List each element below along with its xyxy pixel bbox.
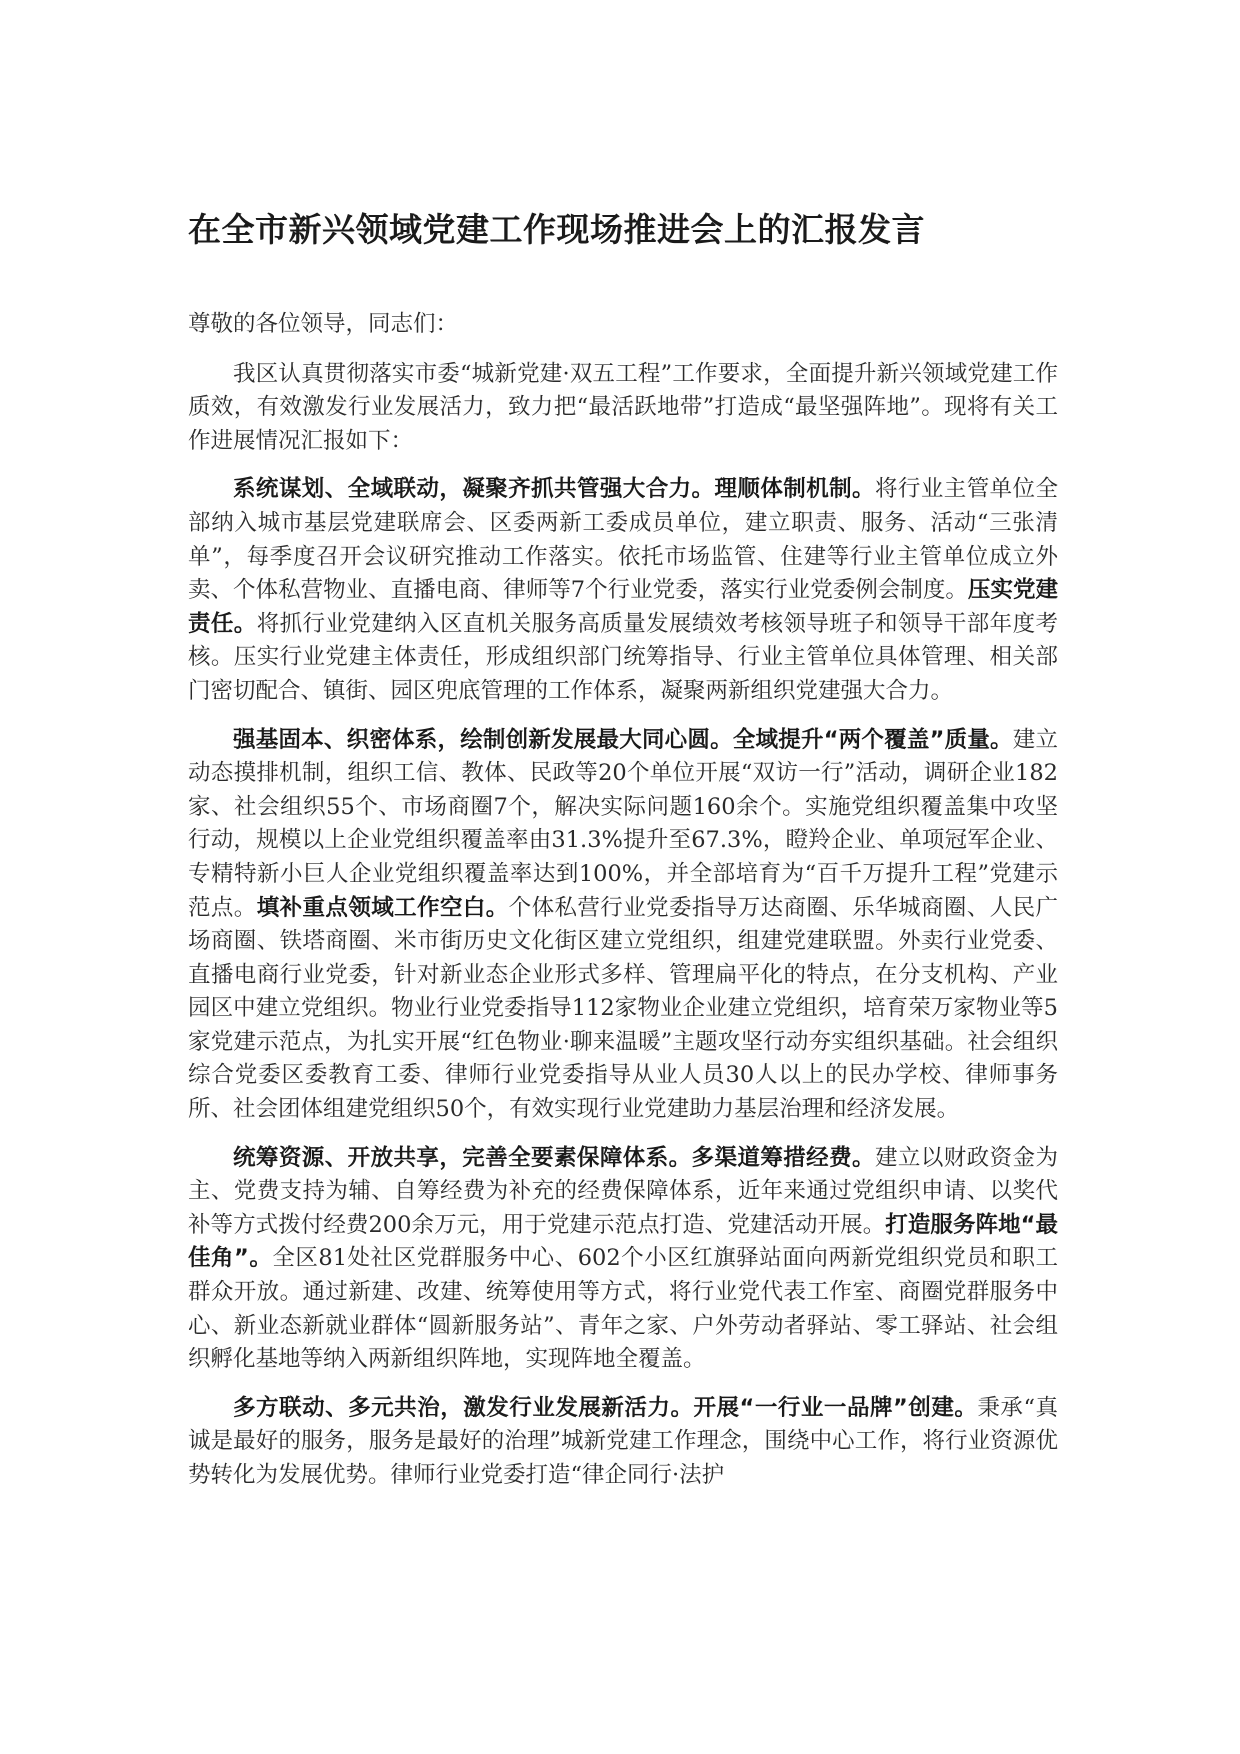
section-3-text-2: 全区81处社区党群服务中心、602个小区红旗驿站面向两新党组织党员和职工群众开放。通过新建、改建、统筹使用等方式，将行业党代表工作室、商圈党群服务中心、新业态新就业群体“圆新服务站”、青年之家、户外劳动者驿站、零工驿站、社会组织孵化基地等纳入两新组织阵地，实现阵地全覆盖。 bbox=[188, 1245, 1058, 1373]
section-1-subheading-1: 理顺体制机制。 bbox=[714, 476, 875, 503]
section-1-text-2: 将抓行业党建纳入区直机关服务高质量发展绩效考核领导班子和领导干部年度考核。压实行业党建主体责任，形成组织部门统筹指导、行业主管单位具体管理、相关部门密切配合、镇街、园区兜底管理的工作体系，凝聚两新组织党建强大合力。 bbox=[188, 610, 1058, 704]
section-4-subheading-1: 开展“一行业一品牌”创建。 bbox=[693, 1394, 978, 1421]
section-2-text-2: 个体私营行业党委指导万达商圈、乐华城商圈、人民广场商圈、铁塔商圈、米市街历史文化街区建立党组织，组建党建联盟。外卖行业党委、直播电商行业党委，针对新业态企业形式多样、管理扁平化的特点，在分支机构、产业园区中建立党组织。物业行业党委指导112家物业企业建立党组织，培育荣万家物业等5家党建示范点，为扎实开展“红色物业·聊来温暖”主题攻坚行动夯实组织基础。社会组织综合党委区委教育工委、律师行业党委指导从业人员30人以上的民办学校、律师事务所、社会团体组建党组织50个，有效实现行业党建助力基层治理和经济发展。 bbox=[188, 894, 1058, 1123]
section-1-paragraph bbox=[188, 473, 1058, 708]
section-3-text-1: 建立以财政资金为主、党费支持为辅、自筹经费为补充的经费保障体系，近年来通过党组织申请、以奖代补等方式拨付经费200余万元，用于党建示范点打造、党建活动开展。 bbox=[188, 1144, 1058, 1238]
section-2-subheading-1: 全域提升“两个覆盖”质量。 bbox=[732, 726, 1013, 753]
document-title: 在全市新兴领域党建工作现场推进会上的汇报发言 bbox=[188, 210, 925, 249]
section-3-paragraph bbox=[188, 1142, 1058, 1377]
salutation: 尊敬的各位领导，同志们： bbox=[188, 311, 459, 337]
document-body bbox=[188, 308, 1058, 1508]
section-4-text-1: 秉承“真诚是最好的服务，服务是最好的治理”城新党建工作理念，围绕中心工作，将行业资源优势转化为发展优势。律师行业党委打造“律企同行·法护 bbox=[188, 1394, 1058, 1488]
section-3-heading: 统筹资源、开放共享，完善全要素保障体系。 bbox=[233, 1144, 692, 1171]
section-2-heading: 强基固本、织密体系，绘制创新发展最大同心圆。 bbox=[233, 726, 733, 753]
section-4-heading: 多方联动、多元共治，激发行业发展新活力。 bbox=[233, 1394, 694, 1421]
section-1-text-1: 将行业主管单位全部纳入城市基层党建联席会、区委两新工委成员单位，建立职责、服务、活动“三张清单”，每季度召开会议研究推动工作落实。依托市场监管、住建等行业主管单位成立外卖、个体私营物业、直播电商、律师等7个行业党委，落实行业党委例会制度。 bbox=[188, 476, 1058, 604]
section-1-heading: 系统谋划、全域联动，凝聚齐抓共管强大合力。 bbox=[233, 476, 715, 503]
section-3-subheading-1: 多渠道筹措经费。 bbox=[691, 1144, 875, 1171]
section-1-subheading-2: 压实党建责任。 bbox=[188, 577, 1058, 637]
section-2-subheading-2: 填补重点领域工作空白。 bbox=[256, 894, 509, 921]
intro-paragraph: 我区认真贯彻落实市委“城新党建·双五工程”工作要求，全面提升新兴领域党建工作质效，有效激发行业发展活力，致力把“最活跃地带”打造成“最坚强阵地”。现将有关工作进展情况汇报如下： bbox=[188, 360, 1058, 454]
section-2-text-1: 建立动态摸排机制，组织工信、教体、民政等20个单位开展“双访一行”活动，调研企业182家、社会组织55个、市场商圈7个，解决实际问题160余个。实施党组织覆盖集中攻坚行动，规模以上企业党组织覆盖率由31.3%提升至67.3%，瞪羚企业、单项冠军企业、专精特新小巨人企业党组织覆盖率达到100%，并全部培育为“百千万提升工程”党建示范点。 bbox=[188, 726, 1058, 921]
section-4-paragraph bbox=[188, 1392, 1058, 1493]
section-3-subheading-2: 打造服务阵地“最佳角”。 bbox=[188, 1211, 1058, 1272]
section-2-paragraph bbox=[188, 724, 1058, 1127]
